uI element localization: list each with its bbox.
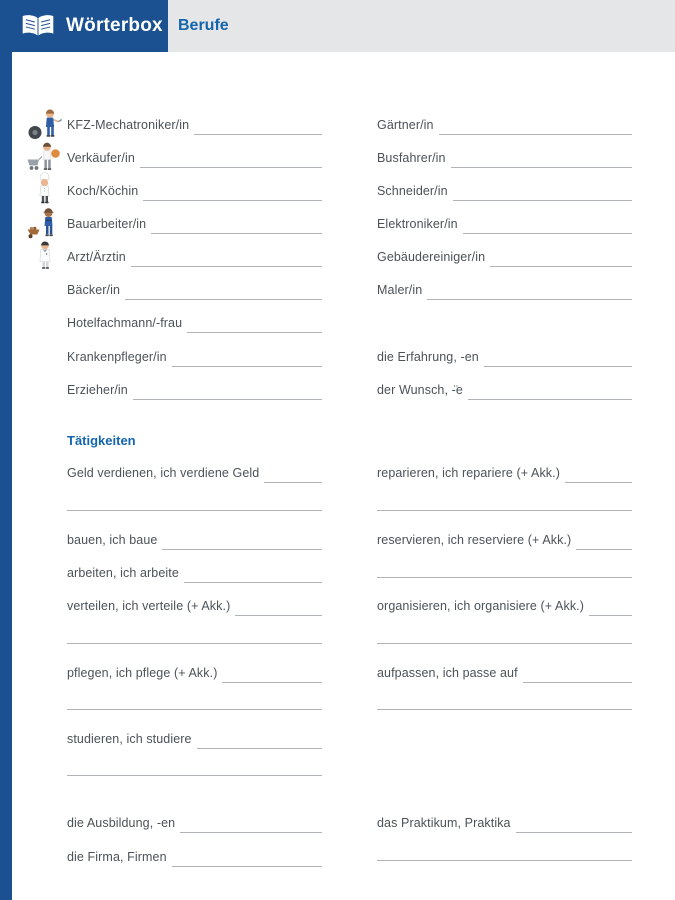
vocab-term: Hotelfachmann/-frau	[67, 316, 183, 330]
fill-in-line	[576, 549, 632, 550]
fill-in-line	[235, 615, 322, 616]
vocab-row	[67, 281, 322, 297]
brand-box	[0, 0, 168, 52]
fill-in-line	[427, 299, 632, 300]
fill-in-line	[439, 134, 632, 135]
fill-in-line	[377, 709, 632, 710]
vocab-row	[377, 116, 632, 132]
vocab-term: das Praktikum, Praktika	[377, 816, 511, 830]
fill-in-line	[377, 860, 632, 861]
vocab-row	[377, 814, 632, 830]
fill-in-line	[490, 266, 632, 267]
vocab-row	[377, 248, 632, 264]
vocab-term: der Wunsch, -̈e	[377, 383, 463, 397]
vocab-row	[377, 381, 632, 397]
vocab-row	[377, 597, 632, 613]
vocab-row	[67, 182, 322, 198]
fill-in-line	[565, 482, 632, 483]
vocab-term: arbeiten, ich arbeite	[67, 566, 179, 580]
vocab-term: Gebäudereiniger/in	[377, 250, 486, 264]
brand-title: Wörterbox	[66, 15, 163, 36]
fill-in-line	[451, 167, 632, 168]
fill-in-line	[484, 366, 632, 367]
vocab-row	[67, 314, 322, 330]
vocab-term: Elektroniker/in	[377, 217, 458, 231]
vocab-row	[377, 215, 632, 231]
fill-in-line	[67, 510, 322, 511]
vocab-row	[67, 597, 322, 613]
vocab-term: Geld verdienen, ich verdiene Geld	[67, 466, 260, 480]
fill-in-line	[67, 709, 322, 710]
vocab-row	[67, 116, 322, 132]
vocab-term: die Ausbildung, -en	[67, 816, 176, 830]
vocab-row	[67, 814, 322, 830]
fill-in-line	[172, 866, 322, 867]
fill-in-line	[377, 510, 632, 511]
vocab-term: Busfahrer/in	[377, 151, 446, 165]
fill-in-line	[222, 682, 322, 683]
fill-in-line	[151, 233, 322, 234]
vocab-term: Bäcker/in	[67, 283, 121, 297]
fill-in-line	[140, 167, 322, 168]
fill-in-line	[463, 233, 632, 234]
vocab-row	[67, 381, 322, 397]
fill-in-line	[184, 582, 322, 583]
fill-in-line	[377, 577, 632, 578]
vocab-term: Maler/in	[377, 283, 423, 297]
vocab-row	[377, 348, 632, 364]
fill-in-line	[143, 200, 322, 201]
vocab-term: Krankenpfleger/in	[67, 350, 167, 364]
vocab-term: KFZ-Mechatroniker/in	[67, 118, 190, 132]
vocab-term: reparieren, ich repariere (+ Akk.)	[377, 466, 560, 480]
vocab-term: die Firma, Firmen	[67, 850, 167, 864]
vocab-term: reservieren, ich reserviere (+ Akk.)	[377, 533, 572, 547]
fill-in-line	[67, 643, 322, 644]
vocab-term: die Erfahrung, -en	[377, 350, 479, 364]
open-book-icon	[20, 13, 56, 40]
vocab-row	[67, 730, 322, 746]
construction-worker-icon	[25, 204, 65, 240]
vocab-row	[67, 564, 322, 580]
fill-in-line	[264, 482, 322, 483]
vocab-term: pflegen, ich pflege (+ Akk.)	[67, 666, 218, 680]
page-topic: Berufe	[178, 17, 229, 34]
vocab-row	[67, 464, 322, 480]
vocab-term: Gärtner/in	[377, 118, 434, 132]
fill-in-line	[187, 332, 322, 333]
salesperson-icon	[25, 138, 65, 174]
vocab-row	[377, 664, 632, 680]
vocab-row	[377, 531, 632, 547]
fill-in-line	[131, 266, 322, 267]
fill-in-line	[523, 682, 632, 683]
vocab-term: Schneider/in	[377, 184, 448, 198]
fill-in-line	[468, 399, 632, 400]
header-band	[168, 0, 675, 52]
vocab-term: bauen, ich baue	[67, 533, 158, 547]
car-mechanic-icon	[25, 105, 65, 141]
fill-in-line	[377, 643, 632, 644]
fill-in-line	[589, 615, 632, 616]
vocab-row	[67, 215, 322, 231]
fill-in-line	[125, 299, 322, 300]
vocab-term: Koch/Köchin	[67, 184, 139, 198]
fill-in-line	[172, 366, 322, 367]
vocab-term: studieren, ich studiere	[67, 732, 192, 746]
fill-in-line	[133, 399, 322, 400]
vocab-row	[67, 664, 322, 680]
section-heading-taetigkeiten: Tätigkeiten	[67, 433, 136, 448]
fill-in-line	[453, 200, 632, 201]
vocab-row	[67, 848, 322, 864]
vocab-row	[67, 248, 322, 264]
vocab-row	[377, 464, 632, 480]
fill-in-line	[194, 134, 322, 135]
vocab-row	[67, 531, 322, 547]
fill-in-line	[180, 832, 322, 833]
vocab-row	[67, 348, 322, 364]
vocab-row	[377, 149, 632, 165]
fill-in-line	[67, 775, 322, 776]
vocab-row	[377, 182, 632, 198]
vocab-term: Bauarbeiter/in	[67, 217, 147, 231]
vocab-term: Arzt/Ärztin	[67, 250, 126, 264]
vocab-row	[67, 149, 322, 165]
vocab-term: verteilen, ich verteile (+ Akk.)	[67, 599, 231, 613]
fill-in-line	[197, 748, 322, 749]
vocab-term: Erzieher/in	[67, 383, 128, 397]
vocab-row	[377, 281, 632, 297]
fill-in-line	[162, 549, 322, 550]
fill-in-line	[516, 832, 632, 833]
chef-icon	[25, 171, 65, 207]
vocab-term: organisieren, ich organisiere (+ Akk.)	[377, 599, 585, 613]
vocab-term: aufpassen, ich passe auf	[377, 666, 518, 680]
left-accent-strip	[0, 0, 12, 900]
doctor-icon	[25, 237, 65, 273]
vocab-term: Verkäufer/in	[67, 151, 135, 165]
